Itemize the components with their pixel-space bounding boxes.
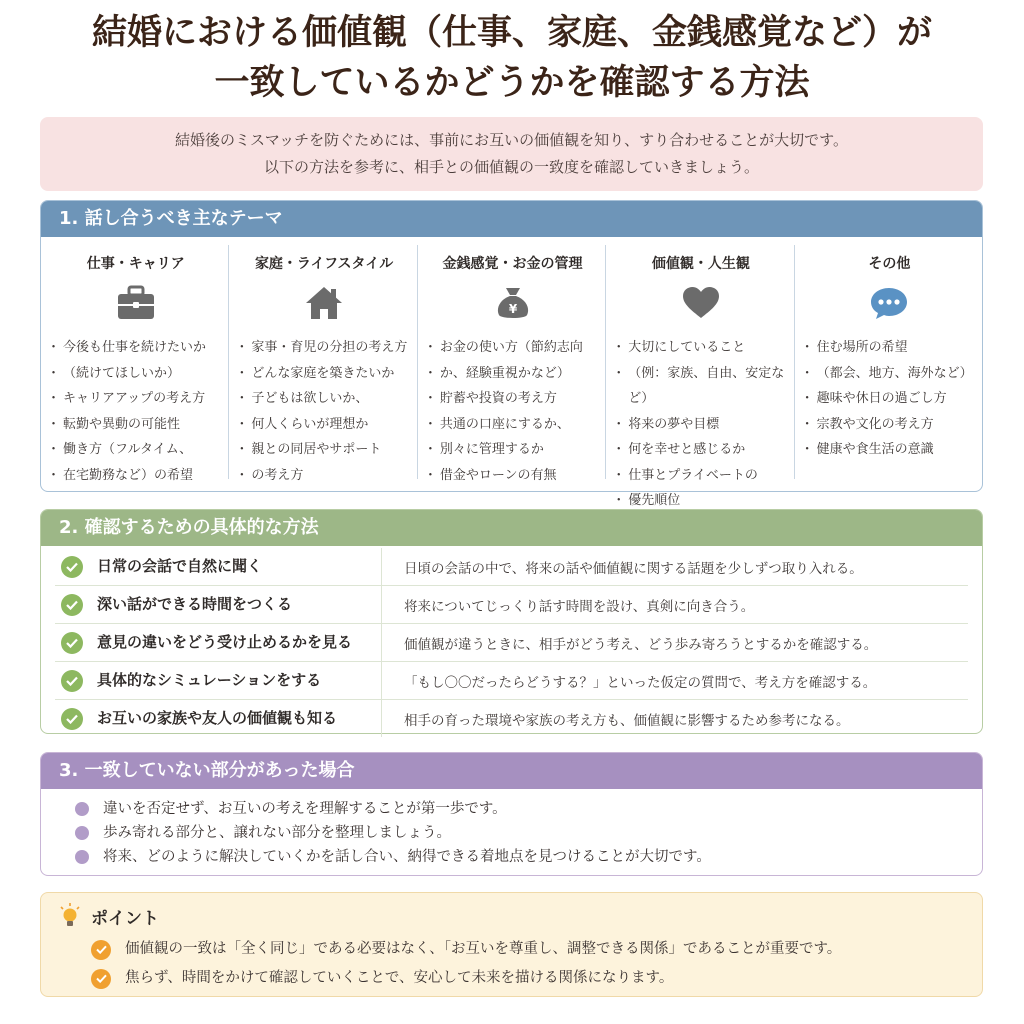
list-item: ・ お金の使い方（節約志向 <box>428 335 597 361</box>
method-label: 深い話ができる時間をつくる <box>83 586 382 623</box>
check-icon <box>61 556 83 578</box>
list-item: ・ 宗教や文化の考え方 <box>805 412 974 438</box>
intro-line1: 結婚後のミスマッチを防ぐためには、事前にお互いの価値観を知り、すり合わせることが大切です。 <box>175 131 848 149</box>
section-methods-heading: 2. 確認するための具体的な方法 <box>41 510 982 546</box>
table-row <box>55 548 968 586</box>
theme-column-family <box>229 245 417 483</box>
list-item: ・ 優先順位 <box>616 488 785 514</box>
table-row <box>55 624 968 662</box>
point-text: 焦らず、時間をかけて確認していくことで、安心して未来を描ける関係になります。 <box>125 970 674 986</box>
intro-line2: 以下の方法を参考に、相手との価値観の一致度を確認していきましょう。 <box>263 158 759 176</box>
list-item: ・ 将来の夢や目標 <box>616 412 785 438</box>
speech-bubble-icon <box>869 285 909 321</box>
bullet-dot-icon <box>75 802 89 816</box>
list-item: ・ 仕事とプライベートの <box>616 463 785 489</box>
list-item: ・ 働き方（フルタイム、 <box>51 437 220 463</box>
list-item: ・ 子どもは欲しいか、 <box>239 386 408 412</box>
method-description: 相手の育った環境や家族の考え方も、価値観に影響するため参考になる。 <box>404 712 850 729</box>
list-item: ・ 貯蓄や投資の考え方 <box>428 386 597 412</box>
method-description: 日頃の会話の中で、将来の話や価値観に関する話題を少しずつ取り入れる。 <box>404 560 863 577</box>
house-icon <box>304 285 344 321</box>
list-item <box>75 821 982 845</box>
money-bag-icon <box>493 285 533 321</box>
list-item <box>75 845 982 869</box>
intro-box <box>40 117 983 191</box>
section-methods <box>40 509 983 734</box>
bullet-text: 将来、どのように解決していくかを話し合い、納得できる着地点を見つけることが大切です。 <box>103 849 711 865</box>
table-row <box>55 586 968 624</box>
bullet-dot-icon <box>75 850 89 864</box>
list-item: ・ 何を幸せと感じるか <box>616 437 785 463</box>
theme-column-values <box>606 245 794 508</box>
point-box <box>40 892 983 997</box>
theme-column-work <box>41 245 229 483</box>
list-item: ・ 住む場所の希望 <box>805 335 974 361</box>
section-themes <box>40 200 983 508</box>
list-item: ・ キャリアアップの考え方 <box>51 386 220 412</box>
bullet-text: 歩み寄れる部分と、譲れない部分を整理しましょう。 <box>103 825 451 841</box>
theme-title: その他 <box>868 256 911 272</box>
list-item: ・ 大切にしていること <box>616 335 785 361</box>
list-item: ・ どんな家庭を築きたいか <box>239 361 408 387</box>
svg-text:¥: ¥ <box>508 302 517 316</box>
method-description: 価値観が違うときに、相手がどう考え、どう歩み寄ろうとするかを確認する。 <box>404 636 878 653</box>
theme-title: 家庭・ライフスタイル <box>254 256 394 272</box>
check-icon <box>61 594 83 616</box>
method-label: 意見の違いをどう受け止めるかを見る <box>83 624 382 661</box>
theme-title: 価値観・人生観 <box>651 256 750 272</box>
list-item: ・ 共通の口座にするか、 <box>428 412 597 438</box>
bullet-dot-icon <box>75 826 89 840</box>
list-item: ・ 親との同居やサポート <box>239 437 408 463</box>
list-item: ・ （例：家族、自由、安定など） <box>616 361 785 412</box>
list-item: ・ 別々に管理するか <box>428 437 597 463</box>
table-row <box>55 700 968 737</box>
point-text: 価値観の一致は「全く同じ」である必要はなく、「お互いを尊重し、調整できる関係」であることが重要です。 <box>125 941 842 957</box>
list-item: ・ 健康や食生活の意識 <box>805 437 974 463</box>
list-item: ・ 今後も仕事を続けたいか <box>51 335 220 361</box>
check-icon <box>61 708 83 730</box>
list-item <box>91 935 841 964</box>
method-label: 具体的なシミュレーションをする <box>83 662 382 699</box>
list-item: ・ 在宅勤務など）の希望 <box>51 463 220 489</box>
list-item: ・ （続けてほしいか） <box>51 361 220 387</box>
list-item: ・ （都会、地方、海外など） <box>805 361 974 387</box>
check-icon <box>61 632 83 654</box>
theme-title: 金銭感覚・お金の管理 <box>442 256 583 272</box>
list-item: ・ 家事・育児の分担の考え方 <box>239 335 408 361</box>
list-item: ・ 借金やローンの有無 <box>428 463 597 489</box>
page-title-line2: 一致しているかどうかを確認する方法 <box>214 62 810 103</box>
list-item: ・ 転勤や異動の可能性 <box>51 412 220 438</box>
section-mismatch-heading: 3. 一致していない部分があった場合 <box>41 753 982 789</box>
list-item: ・ の考え方 <box>239 463 408 489</box>
table-row <box>55 662 968 700</box>
bullet-text: 違いを否定せず、お互いの考えを理解することが第一歩です。 <box>103 801 507 817</box>
method-description: 将来についてじっくり話す時間を設け、真剣に向き合う。 <box>404 598 755 615</box>
check-icon <box>61 670 83 692</box>
method-description: 「もし〇〇だったらどうする？」といった仮定の質問で、考え方を確認する。 <box>404 674 877 691</box>
page-title-line1: 結婚における価値観（仕事、家庭、金銭感覚など）が <box>91 12 932 53</box>
theme-column-other <box>795 245 982 479</box>
check-icon <box>91 969 111 989</box>
list-item: ・ か、経験重視かなど） <box>428 361 597 387</box>
method-label: お互いの家族や友人の価値観も知る <box>83 700 382 737</box>
list-item: ・ 何人くらいが理想か <box>239 412 408 438</box>
briefcase-icon <box>116 285 156 321</box>
list-item: ・ 趣味や休日の過ごし方 <box>805 386 974 412</box>
list-item <box>91 964 841 993</box>
list-item <box>75 797 982 821</box>
check-icon <box>91 940 111 960</box>
lightbulb-icon <box>59 903 81 929</box>
theme-title: 仕事・キャリア <box>86 256 185 272</box>
section-themes-heading: 1. 話し合うべき主なテーマ <box>41 201 982 237</box>
method-label: 日常の会話で自然に聞く <box>83 548 382 585</box>
theme-column-money <box>418 245 606 483</box>
heart-icon <box>681 285 721 321</box>
page-title <box>0 8 1024 108</box>
point-heading: ポイント <box>91 908 159 929</box>
section-mismatch <box>40 752 983 876</box>
